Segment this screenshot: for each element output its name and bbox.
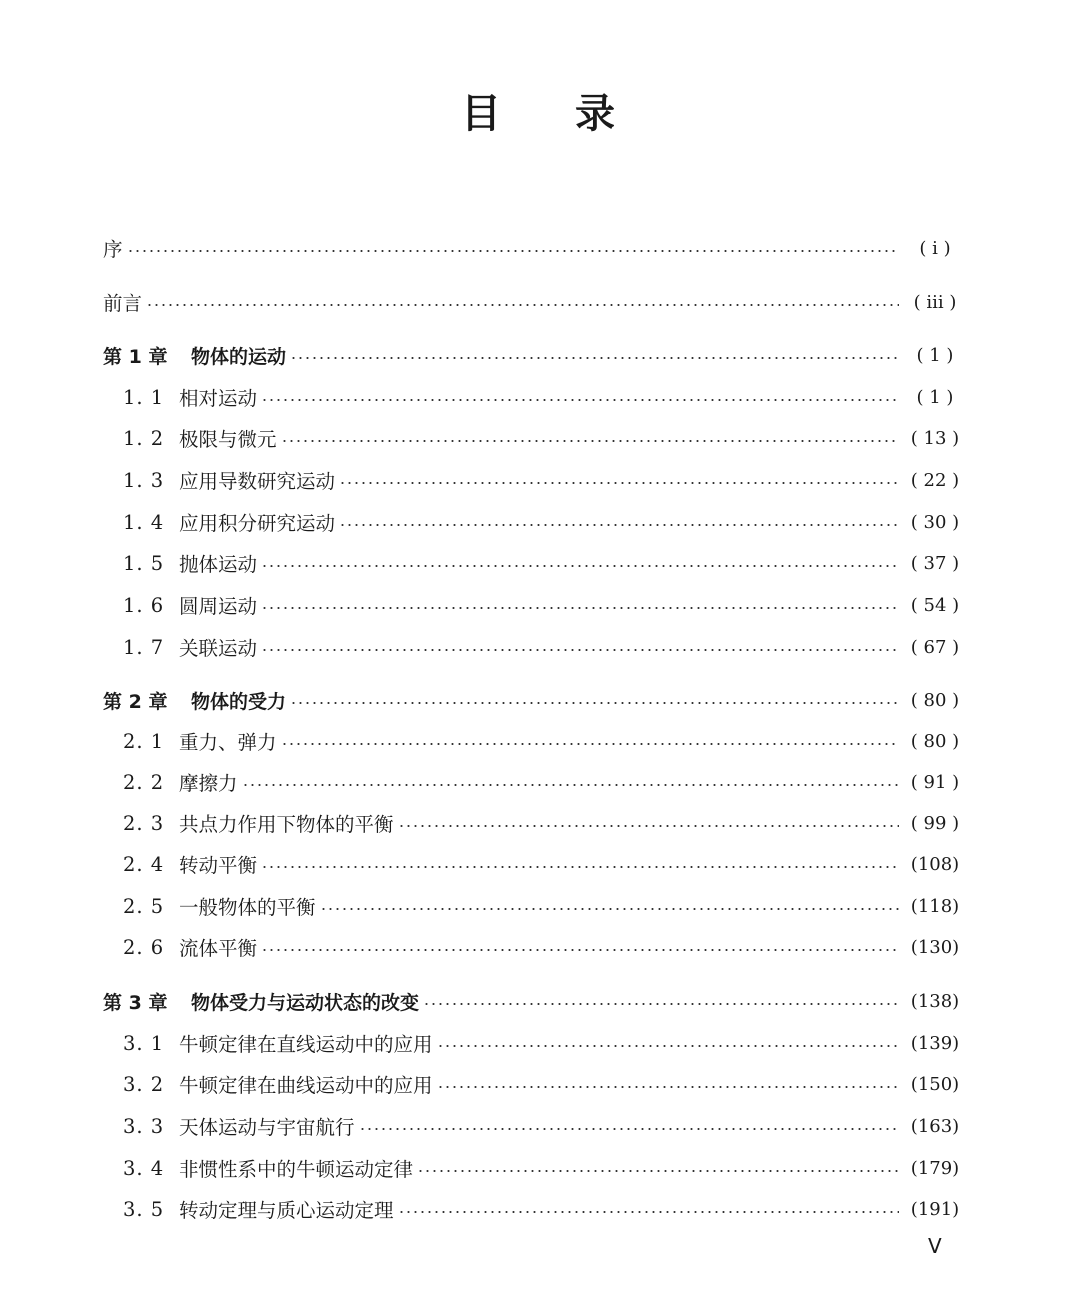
- toc-front-entry[interactable]: [103, 287, 963, 317]
- toc-entry-label: [103, 933, 257, 961]
- toc-section-entry[interactable]: [103, 767, 963, 797]
- page-number: V: [928, 1234, 942, 1258]
- toc-entry-label: [103, 1154, 413, 1182]
- toc-section-entry[interactable]: [103, 1153, 963, 1183]
- toc-entry-label: [103, 234, 123, 262]
- toc-entry-number: 2. 2: [123, 770, 165, 794]
- toc-entry-title: 转动定理与质心运动定理: [179, 1199, 394, 1222]
- toc-entry-page: (108): [910, 853, 960, 875]
- toc-entry-number: 第 3 章: [103, 991, 168, 1014]
- toc-entry-page: ( 67 ): [910, 636, 960, 658]
- toc-entry-number: 2. 3: [123, 811, 165, 835]
- toc-entry-page: (163): [910, 1115, 960, 1137]
- toc-section-entry[interactable]: [103, 932, 963, 962]
- toc-entry-number: 2. 1: [123, 729, 165, 753]
- toc-entry-page: ( 80 ): [910, 730, 960, 752]
- toc-section-entry[interactable]: [103, 726, 963, 756]
- toc-entry-title: 抛体运动: [179, 553, 258, 576]
- toc-entry-page: ( 54 ): [910, 594, 960, 616]
- toc-entry-page: (130): [910, 936, 960, 958]
- toc-entry-label: [103, 288, 142, 316]
- toc-section-entry[interactable]: [103, 465, 963, 495]
- toc-entry-number: 1. 2: [123, 426, 165, 450]
- dot-leader: [417, 1169, 899, 1173]
- toc-entry-page: (150): [910, 1073, 960, 1095]
- toc-section-entry[interactable]: [103, 849, 963, 879]
- toc-entry-title: 前言: [103, 292, 143, 315]
- toc-entry-label: [103, 383, 257, 411]
- toc-section-entry[interactable]: [103, 1194, 963, 1224]
- dot-leader: [398, 1210, 899, 1214]
- toc-entry-title: 重力、弹力: [179, 731, 277, 754]
- toc-section-entry[interactable]: [103, 423, 963, 453]
- toc-entry-number: 1. 4: [123, 510, 165, 534]
- dot-leader: [359, 1127, 899, 1131]
- dot-leader: [242, 783, 899, 787]
- toc-entry-number: 1. 5: [123, 551, 165, 575]
- toc-entry-title: 物体的受力: [191, 690, 287, 713]
- dot-leader: [437, 1085, 899, 1089]
- toc-entry-page: ( 1 ): [916, 344, 954, 366]
- toc-entry-title: 天体运动与宇宙航行: [179, 1116, 355, 1139]
- dot-leader: [261, 606, 899, 610]
- toc-entry-page: ( ⅰ ): [919, 237, 951, 259]
- toc-entry-page: ( 99 ): [910, 812, 960, 834]
- toc-entry-title: 极限与微元: [179, 428, 277, 451]
- toc-entry-label: [103, 1195, 394, 1223]
- toc-entry-label: [103, 424, 277, 452]
- toc-entry-title: 应用导数研究运动: [179, 470, 336, 493]
- toc-section-entry[interactable]: [103, 382, 963, 412]
- dot-leader: [281, 439, 899, 443]
- toc-entry-label: [103, 591, 257, 619]
- toc-entry-label: [103, 1070, 433, 1098]
- toc-entry-title: 共点力作用下物体的平衡: [179, 813, 394, 836]
- toc-entry-page: (139): [910, 1032, 960, 1054]
- title-char-2: 录: [575, 91, 619, 137]
- toc-entry-label: [103, 768, 238, 796]
- toc-entry-label: [103, 1112, 355, 1140]
- toc-entry-page: ( 22 ): [910, 469, 960, 491]
- toc-entry-label: [103, 1029, 433, 1057]
- toc-entry-title: 圆周运动: [179, 595, 258, 618]
- dot-leader: [261, 948, 899, 952]
- toc-section-entry[interactable]: [103, 1028, 963, 1058]
- dot-leader: [320, 907, 899, 911]
- toc-entry-number: 第 2 章: [103, 690, 168, 713]
- toc-entry-page: (138): [910, 990, 960, 1012]
- toc-entry-number: 1. 1: [123, 385, 165, 409]
- toc-entry-title: 非惯性系中的牛顿运动定律: [179, 1158, 414, 1181]
- toc-entry-page: ( 37 ): [910, 552, 960, 574]
- dot-leader: [398, 824, 899, 828]
- toc-entry-number: 2. 4: [123, 852, 165, 876]
- dot-leader: [339, 523, 899, 527]
- dot-leader: [290, 356, 899, 360]
- toc-entry-label: [103, 508, 335, 536]
- toc-entry-page: ( 91 ): [910, 771, 960, 793]
- toc-entry-label: [103, 850, 257, 878]
- toc-entry-title: 转动平衡: [179, 854, 258, 877]
- toc-entry-number: 3. 3: [123, 1114, 165, 1138]
- toc-entry-page: ( 13 ): [910, 427, 960, 449]
- toc-entry-title: 物体受力与运动状态的改变: [191, 991, 420, 1014]
- toc-entry-page: ( 30 ): [910, 511, 960, 533]
- dot-leader: [437, 1044, 899, 1048]
- toc-entry-page: (179): [910, 1157, 960, 1179]
- toc-section-entry[interactable]: [103, 1111, 963, 1141]
- toc-entry-number: 3. 5: [123, 1197, 165, 1221]
- toc-entry-label: [103, 466, 335, 494]
- toc-entry-title: 相对运动: [179, 387, 258, 410]
- toc-section-entry[interactable]: [103, 1069, 963, 1099]
- dot-leader: [261, 865, 899, 869]
- toc-chapter-entry[interactable]: [103, 986, 963, 1016]
- toc-entry-label: [103, 892, 316, 920]
- toc-entry-number: 2. 6: [123, 935, 165, 959]
- toc-entry-title: 牛顿定律在直线运动中的应用: [179, 1033, 433, 1056]
- toc-entry-number: 2. 5: [123, 894, 165, 918]
- toc-entry-title: 应用积分研究运动: [179, 512, 336, 535]
- dot-leader: [127, 249, 899, 253]
- toc-front-entry[interactable]: [103, 233, 963, 263]
- toc-entry-page: ( 1 ): [916, 386, 954, 408]
- toc-entry-label: [103, 549, 257, 577]
- toc-entry-label: [103, 342, 286, 369]
- dot-leader: [281, 742, 899, 746]
- toc-entry-number: 3. 1: [123, 1031, 165, 1055]
- page-title: [0, 82, 1080, 139]
- toc-entry-title: 牛顿定律在曲线运动中的应用: [179, 1074, 433, 1097]
- dot-leader: [261, 398, 899, 402]
- toc-entry-title: 关联运动: [179, 637, 258, 660]
- title-char-1: 目: [461, 91, 505, 137]
- toc-entry-page: (191): [910, 1198, 960, 1220]
- toc-entry-title: 摩擦力: [179, 772, 238, 795]
- toc-entry-label: [103, 633, 257, 661]
- toc-entry-number: 1. 3: [123, 468, 165, 492]
- dot-leader: [146, 303, 899, 307]
- dot-leader: [261, 564, 899, 568]
- toc-section-entry[interactable]: [103, 590, 963, 620]
- dot-leader: [261, 648, 899, 652]
- toc-entry-label: [103, 687, 286, 714]
- toc-entry-page: ( ⅲ ): [913, 291, 957, 313]
- toc-entry-label: [103, 809, 394, 837]
- dot-leader: [423, 1002, 899, 1006]
- toc-entry-page: (118): [910, 895, 960, 917]
- toc-entry-number: 3. 2: [123, 1072, 165, 1096]
- toc-chapter-entry[interactable]: [103, 685, 963, 715]
- dot-leader: [339, 481, 899, 485]
- toc-chapter-entry[interactable]: [103, 340, 963, 370]
- toc-section-entry[interactable]: [103, 891, 963, 921]
- toc-section-entry[interactable]: [103, 548, 963, 578]
- toc-entry-number: 3. 4: [123, 1156, 165, 1180]
- toc-entry-title: 一般物体的平衡: [179, 896, 316, 919]
- toc-entry-label: [103, 988, 419, 1015]
- toc-section-entry[interactable]: [103, 632, 963, 662]
- toc-entry-label: [103, 727, 277, 755]
- toc-entry-title: 物体的运动: [191, 345, 287, 368]
- toc-entry-title: 流体平衡: [179, 937, 258, 960]
- toc-entry-number: 1. 7: [123, 635, 165, 659]
- toc-entry-number: 1. 6: [123, 593, 165, 617]
- toc-entry-number: 第 1 章: [103, 345, 168, 368]
- toc-entry-title: 序: [103, 238, 123, 261]
- toc-section-entry[interactable]: [103, 507, 963, 537]
- toc-section-entry[interactable]: [103, 808, 963, 838]
- dot-leader: [290, 701, 899, 705]
- toc-entry-page: ( 80 ): [910, 689, 960, 711]
